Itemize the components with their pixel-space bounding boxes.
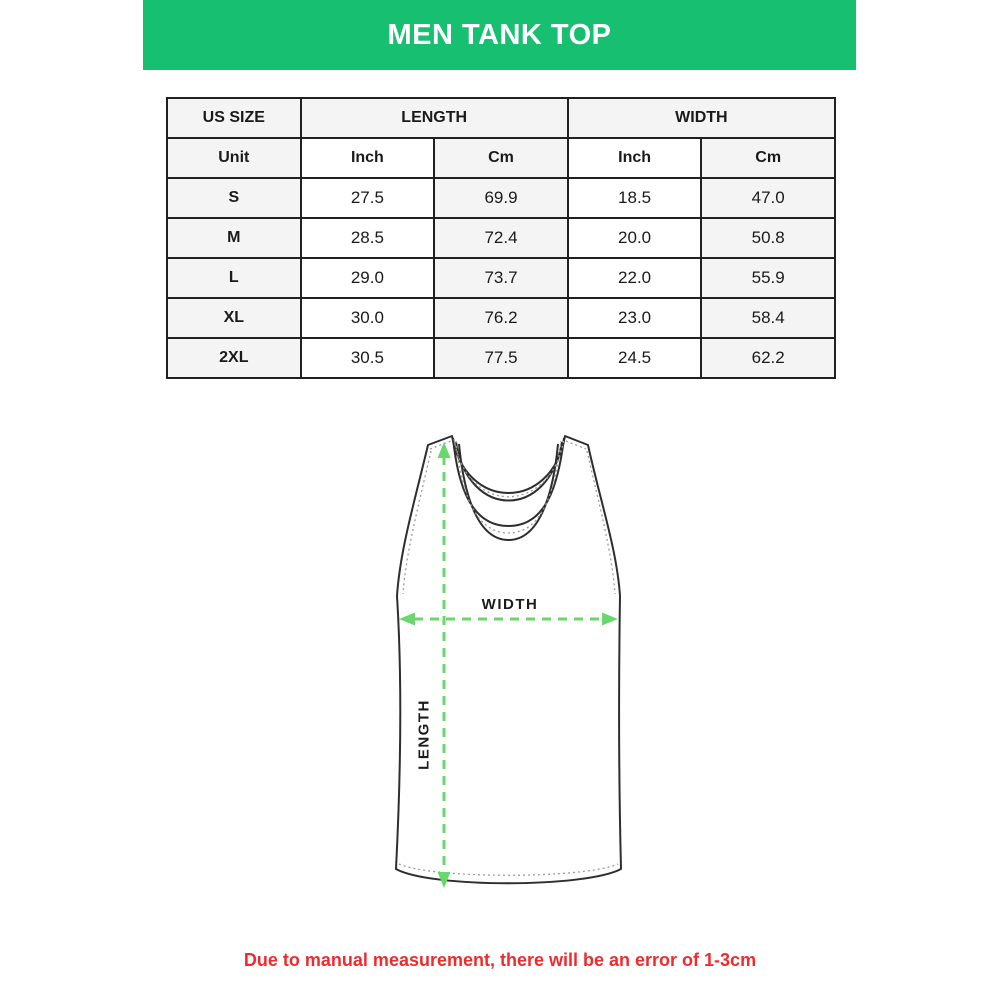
header-unit: Unit	[167, 138, 301, 178]
table-row-xl	[167, 298, 835, 338]
title-banner	[143, 0, 856, 70]
unit-header-row	[167, 138, 835, 178]
header-width: WIDTH	[568, 98, 835, 138]
value-cell: 55.9	[701, 258, 835, 298]
page-title: MEN TANK TOP	[387, 18, 612, 51]
header-width-cm: Cm	[701, 138, 835, 178]
size-cell: 2XL	[167, 338, 301, 378]
table-row-l	[167, 258, 835, 298]
size-cell: L	[167, 258, 301, 298]
value-cell: 58.4	[701, 298, 835, 338]
tank-top-illustration	[370, 420, 650, 900]
value-cell: 22.0	[568, 258, 702, 298]
value-cell: 30.5	[301, 338, 435, 378]
table-row-m	[167, 218, 835, 258]
value-cell: 29.0	[301, 258, 435, 298]
tank-body-outline	[396, 436, 621, 883]
value-cell: 23.0	[568, 298, 702, 338]
value-cell: 28.5	[301, 218, 435, 258]
group-header-row	[167, 98, 835, 138]
value-cell: 27.5	[301, 178, 435, 218]
size-cell: M	[167, 218, 301, 258]
table-row-2xl	[167, 338, 835, 378]
value-cell: 73.7	[434, 258, 568, 298]
width-measure-label: WIDTH	[481, 596, 539, 613]
size-cell: XL	[167, 298, 301, 338]
header-length-cm: Cm	[434, 138, 568, 178]
value-cell: 50.8	[701, 218, 835, 258]
tank-top-diagram	[370, 420, 650, 900]
value-cell: 18.5	[568, 178, 702, 218]
header-width-inch: Inch	[568, 138, 702, 178]
value-cell: 72.4	[434, 218, 568, 258]
header-length-inch: Inch	[301, 138, 435, 178]
header-us-size: US SIZE	[167, 98, 301, 138]
value-cell: 77.5	[434, 338, 568, 378]
value-cell: 76.2	[434, 298, 568, 338]
value-cell: 47.0	[701, 178, 835, 218]
value-cell: 20.0	[568, 218, 702, 258]
value-cell: 69.9	[434, 178, 568, 218]
size-table-container	[166, 97, 836, 379]
measurement-disclaimer: Due to manual measurement, there will be an error of 1-3cm	[243, 950, 757, 970]
value-cell: 62.2	[701, 338, 835, 378]
size-chart-table	[166, 97, 836, 379]
table-row-s	[167, 178, 835, 218]
header-length: LENGTH	[301, 98, 568, 138]
value-cell: 24.5	[568, 338, 702, 378]
size-cell: S	[167, 178, 301, 218]
length-measure-label: LENGTH	[415, 699, 433, 770]
value-cell: 30.0	[301, 298, 435, 338]
